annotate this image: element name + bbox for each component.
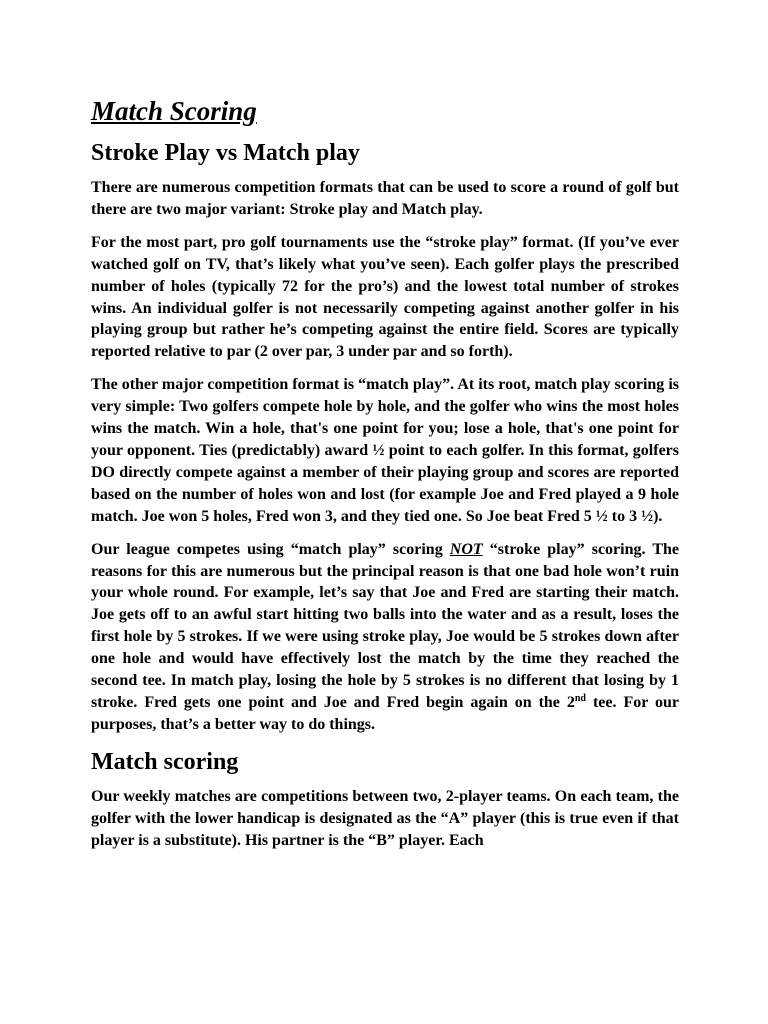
document-body (91, 94, 679, 862)
paragraph-stroke-play: For the most part, pro golf tournaments use the “stroke play” format. (If you’ve ever watched golf on TV, that’s likely what you’ve seen). Each golfer plays the prescribed number of holes (typically 72 for the pro’s) and the lowest total number of strokes wins. An individual golfer is not necessarily competing against another golfer in his playing group but rather he’s competing against the entire field. Scores are typically reported relative to par (2 over par, 3 under par and so forth). (91, 233, 679, 361)
section-heading-match-scoring: Match scoring (91, 748, 239, 775)
section-heading-stroke-vs-match: Stroke Play vs Match play (91, 140, 360, 166)
league-format-text-start: Our league competes using “match play” scoring (91, 540, 450, 558)
league-format-text-middle: “stroke play” scoring. The reasons for this are numerous but the principal reason is that one bad hole won’t ruin your whole round. For example, let’s say that Joe and Fred are starting their match. Joe gets off to an awful start hitting two balls into the water and as a result, loses the first hole by 5 strokes. If we were using stroke play, Joe would be 5 strokes down after one hole and would have effectively lost the match by the time they reached the second tee. In match play, losing the hole by 5 strokes is no different that losing by 1 stroke. Fred gets one point and Joe and Fred begin again on the 2 (91, 540, 679, 711)
emphasis-not: NOT (449, 540, 483, 558)
paragraph-league-format (91, 539, 679, 736)
paragraph-match-play: The other major competition format is “match play”. At its root, match play scoring is very simple: Two golfers compete hole by hole, and the golfer who wins the most holes wins the match. Win a hole, that's one point for you; lose a hole, that's one point for your opponent. Ties (predictably) award ½ point to each golfer. In this format, golfers DO directly compete against a member of their playing group and scores are reported based on the number of holes won and lost (for example Joe and Fred played a 9 hole match. Joe won 5 holes, Fred won 3, and they tied one. So Joe beat Fred 5 ½ to 3 ½). (91, 376, 679, 525)
paragraph-weekly-matches: Our weekly matches are competitions between two, 2-player teams. On each team, the golfer with the lower handicap is designated as the “A” player (this is true even if that player is a substitute). His partner is the “B” player. Each (91, 787, 679, 849)
ordinal-superscript: nd (574, 692, 586, 704)
document-title: Match Scoring (91, 96, 257, 126)
paragraph-formats-intro: There are numerous competition formats that can be used to score a round of golf but there are two major variant: Stroke play and Match play. (91, 179, 679, 218)
league-format-text-end: tee. For our purposes, that’s a better way to do things. (91, 693, 679, 733)
